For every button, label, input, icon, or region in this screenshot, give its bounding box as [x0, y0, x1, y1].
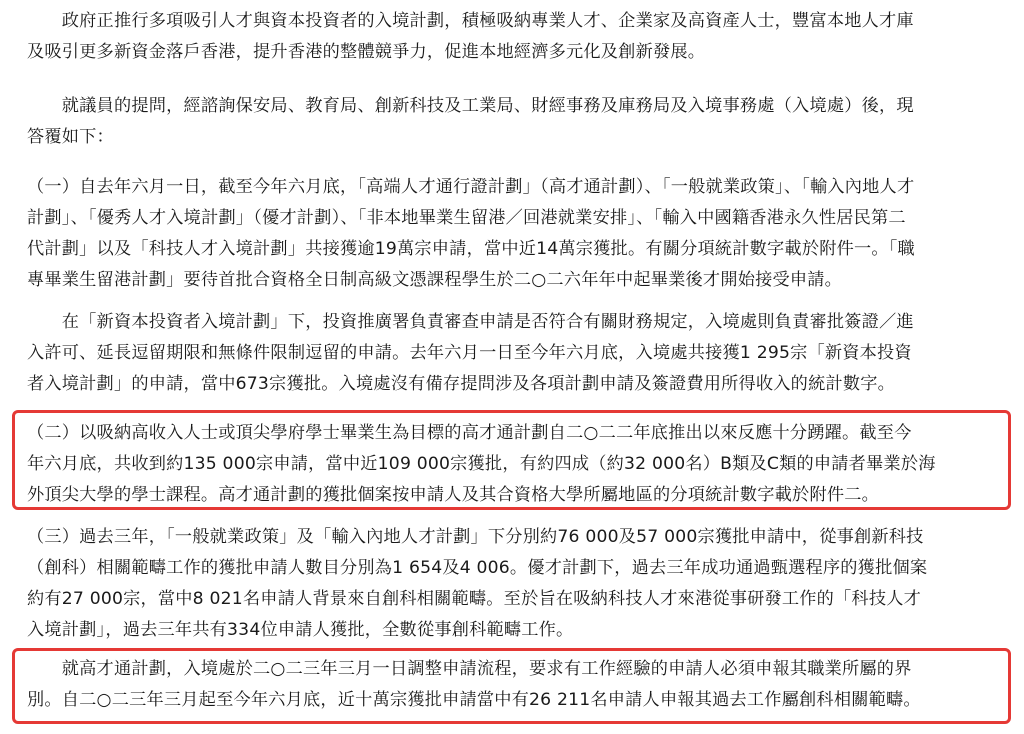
text-line: （創科）相關範疇工作的獲批申請人數目分別為1 654及4 006。優才計劃下，過去三年成功通過甄選程序的獲批個案 [27, 558, 928, 578]
text-line: 約有27 000宗，當中8 021名申請人背景來自創科相關範疇。至於旨在吸納科技人才來港從事研發工作的「科技人才 [27, 589, 921, 609]
paragraph-part-two [27, 418, 1007, 511]
text-line: 年六月底，共收到約135 000宗申請，當中近109 000宗獲批，有約四成（約32 000名）B類及C類的申請者畢業於海 [27, 454, 936, 474]
text-line: 在「新資本投資者入境計劃」下，投資推廣署負責審查申請是否符合有關財務規定，入境處則負責審批簽證／進 [27, 312, 914, 332]
text-line: 外頂尖大學的學士課程。高才通計劃的獲批個案按申請人及其合資格大學所屬地區的分項統計數字載於附件二。 [27, 485, 879, 505]
text-line: 代計劃」以及「科技人才入境計劃」共接獲逾19萬宗申請，當中近14萬宗獲批。有關分項統計數字載於附件一。「職 [27, 239, 915, 259]
paragraph-intro [27, 6, 1007, 68]
paragraph-reply-preamble [27, 91, 1007, 153]
text-line: （二）以吸納高收入人士或頂尖學府學士畢業生為目標的高才通計劃自二○二二年底推出以來反應十分踴躍。截至今 [27, 423, 912, 443]
paragraph-part-one [27, 172, 1007, 296]
text-line: 就高才通計劃，入境處於二○二三年三月一日調整申請流程，要求有工作經驗的申請人必須申報其職業所屬的界 [27, 659, 912, 679]
paragraph-tech-sector [27, 654, 1007, 716]
text-line: 別。自二○二三年三月起至今年六月底，近十萬宗獲批申請當中有26 211名申請人申報其過去工作屬創科相關範疇。 [27, 690, 921, 710]
paragraph-capital-investor [27, 307, 1007, 400]
text-line: （三）過去三年，「一般就業政策」及「輸入內地人才計劃」下分別約76 000及57 000宗獲批申請中，從事創新科技 [27, 527, 924, 547]
text-line: 及吸引更多新資金落戶香港，提升香港的整體競爭力，促進本地經濟多元化及創新發展。 [27, 42, 706, 62]
text-line: 入許可、延長逗留期限和無條件限制逗留的申請。去年六月一日至今年六月底，入境處共接獲1 295宗「新資本投資 [27, 343, 912, 363]
text-line: 政府正推行多項吸引人才與資本投資者的入境計劃，積極吸納專業人才、企業家及高資產人士，豐富本地人才庫 [27, 11, 914, 31]
text-line: 入境計劃」，過去三年共有334位申請人獲批，全數從事創科範疇工作。 [27, 620, 574, 640]
text-line: 就議員的提問，經諮詢保安局、教育局、創新科技及工業局、財經事務及庫務局及入境事務處（入境處）後，現 [27, 96, 914, 116]
text-line: 專畢業生留港計劃」要待首批合資格全日制高級文憑課程學生於二○二六年年中起畢業後才開始接受申請。 [27, 270, 843, 290]
text-line: 者入境計劃」的申請，當中673宗獲批。入境處沒有備存提問涉及各項計劃申請及簽證費用所得收入的統計數字。 [27, 374, 896, 394]
text-line: （一）自去年六月一日，截至今年六月底，「高端人才通行證計劃」（高才通計劃）、「一般就業政策」、「輸入內地人才 [27, 177, 915, 197]
text-line: 答覆如下： [27, 127, 114, 147]
paragraph-part-three [27, 522, 1007, 646]
text-line: 計劃」、「優秀人才入境計劃」（優才計劃）、「非本地畢業生留港／回港就業安排」、「輸入中國籍香港永久性居民第二 [27, 208, 906, 228]
